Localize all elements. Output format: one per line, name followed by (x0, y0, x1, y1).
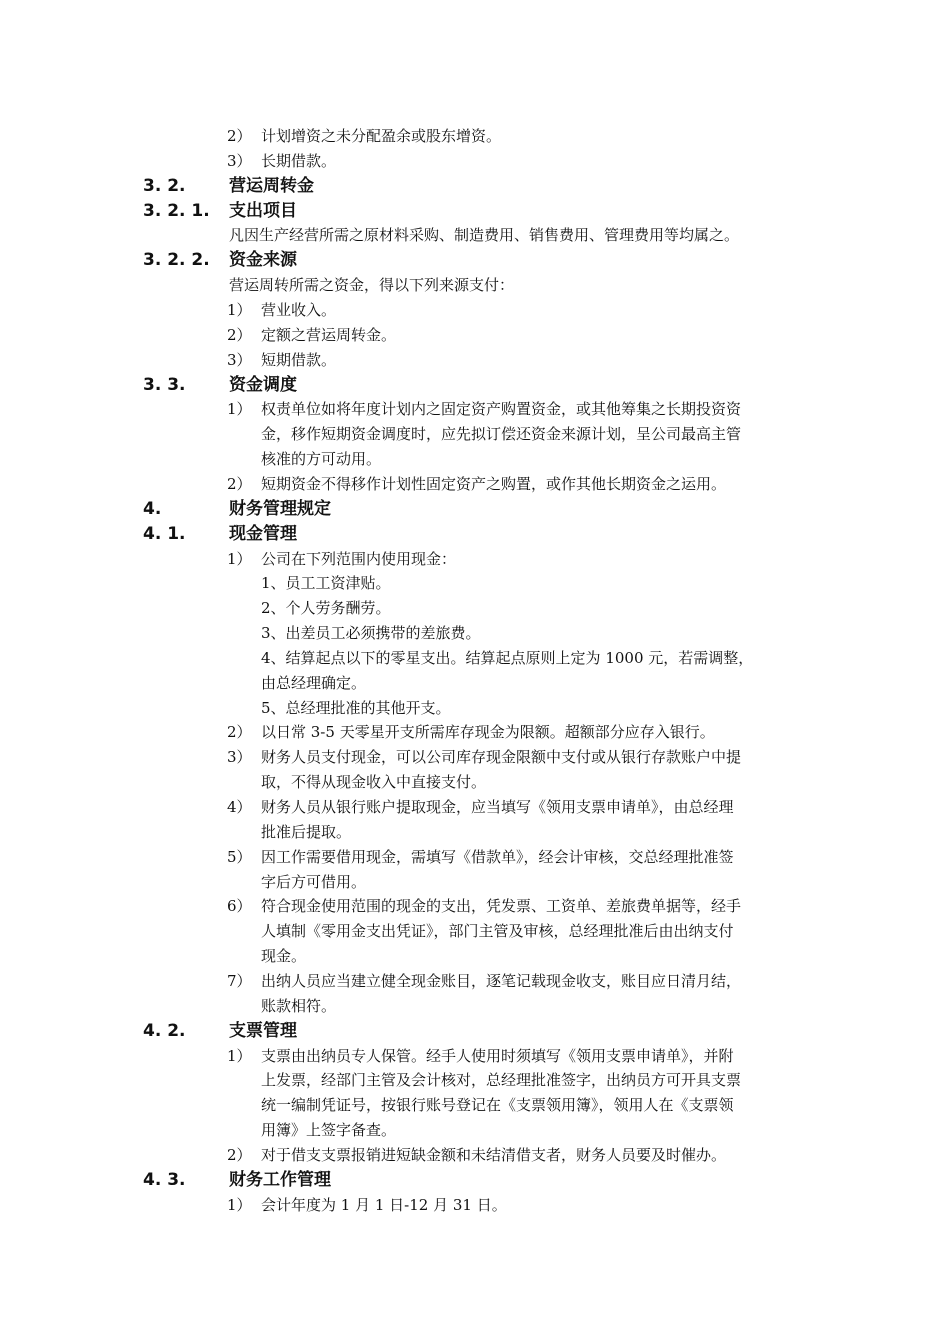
line-text: 短期借款。 (261, 350, 337, 369)
item-number: 2） (227, 1145, 252, 1164)
item-number: 3） (227, 748, 252, 767)
line-text: 公司在下列范围内使用现金： (261, 549, 457, 568)
line-text: 统一编制凭证号，按银行账号登记在《支票领用簿》，领用人在《支票领 (261, 1096, 734, 1115)
item-number: 2） (227, 723, 252, 742)
section-number: 3. 2. (143, 175, 186, 196)
section-title: 营运周转金 (229, 175, 314, 196)
line-text: 金，移作短期资金调度时，应先拟订偿还资金来源计划，呈公司最高主管 (261, 425, 742, 444)
item-number: 3） (227, 151, 252, 170)
line-text: 上发票，经部门主管及会计核对，总经理批准签字，出纳员方可开具支票 (261, 1071, 742, 1090)
line-text: 出纳人员应当建立健全现金账目，逐笔记载现金收支，账目应日清月结， (261, 971, 742, 990)
line-text: 支票由出纳员专人保管。经手人使用时须填写《领用支票申请单》，并附 (261, 1046, 734, 1065)
line-text: 计划增资之未分配盈余或股东增资。 (261, 127, 502, 145)
section-title: 资金调度 (229, 374, 297, 395)
line-text: 核准的方可动用。 (261, 450, 382, 469)
line-text: 权责单位如将年度计划内之固定资产购置资金，或其他筹集之长期投资资 (261, 400, 742, 419)
line-text: 财务人员支付现金，可以公司库存现金限额中支付或从银行存款账户中提 (261, 748, 742, 767)
line-text: 会计年度为 1 月 1 日-12 月 31 日。 (261, 1195, 507, 1214)
line-text: 2、个人劳务酬劳。 (261, 599, 391, 618)
line-text: 用簿》上签字备查。 (261, 1121, 397, 1139)
line-text: 人填制《零用金支出凭证》，部门主管及审核，总经理批准后由出纳支付 (261, 922, 734, 941)
section-number: 4. 1. (143, 523, 186, 544)
section-number: 4. 2. (143, 1020, 186, 1041)
line-text: 3、出差员工必须携带的差旅费。 (261, 624, 481, 642)
line-text: 字后方可借用。 (261, 872, 367, 891)
item-number: 3） (227, 350, 252, 369)
section-title: 支出项目 (229, 200, 297, 221)
line-text: 批准后提取。 (261, 822, 352, 841)
line-text: 凡因生产经营所需之原材料采购、制造费用、销售费用、管理费用等均属之。 (229, 226, 740, 245)
section-number: 4. 3. (143, 1169, 186, 1190)
section-number: 4. (143, 498, 162, 519)
line-text: 1、员工工资津贴。 (261, 574, 391, 593)
section-title: 现金管理 (229, 523, 297, 544)
section-number: 3. 3. (143, 374, 186, 395)
line-text: 营业收入。 (261, 301, 337, 319)
item-number: 6） (227, 897, 252, 916)
section-title: 资金来源 (229, 250, 297, 271)
item-number: 1） (227, 1195, 252, 1214)
line-text: 长期借款。 (261, 151, 337, 170)
item-number: 2） (227, 127, 252, 145)
section-title: 财务管理规定 (229, 498, 331, 519)
line-text: 由总经理确定。 (261, 673, 367, 692)
item-number: 1） (227, 549, 252, 568)
item-number: 1） (227, 301, 252, 319)
line-text: 4、结算起点以下的零星支出。结算起点原则上定为 1000 元，若需调整， (261, 648, 754, 667)
line-text: 现金。 (261, 947, 307, 966)
section-number: 3. 2. 2. (143, 250, 210, 271)
line-text: 因工作需要借用现金，需填写《借款单》，经会计审核，交总经理批准签 (261, 847, 734, 866)
line-text: 账款相符。 (261, 996, 337, 1015)
line-text: 以日常 3-5 天零星开支所需库存现金为限额。超额部分应存入银行。 (261, 723, 715, 742)
item-number: 1） (227, 400, 252, 419)
line-text: 符合现金使用范围的现金的支出，凭发票、工资单、差旅费单据等，经手 (261, 897, 742, 916)
line-text: 5、总经理批准的其他开支。 (261, 698, 451, 717)
section-number: 3. 2. 1. (143, 200, 210, 221)
item-number: 5） (227, 847, 252, 866)
item-number: 2） (227, 474, 252, 493)
section-title: 支票管理 (229, 1020, 297, 1041)
section-title: 财务工作管理 (229, 1169, 331, 1190)
line-text: 财务人员从银行账户提取现金，应当填写《领用支票申请单》，由总经理 (261, 798, 734, 816)
item-number: 2） (227, 325, 252, 344)
item-number: 4） (227, 798, 252, 816)
item-number: 7） (227, 971, 252, 990)
line-text: 对于借支支票报销进短缺金额和未结清借支者，财务人员要及时催办。 (261, 1145, 727, 1164)
line-text: 营运周转所需之资金，得以下列来源支付： (229, 276, 515, 295)
line-text: 取，不得从现金收入中直接支付。 (261, 773, 487, 792)
line-text: 定额之营运周转金。 (261, 325, 397, 344)
item-number: 1） (227, 1046, 252, 1065)
line-text: 短期资金不得移作计划性固定资产之购置，或作其他长期资金之运用。 (261, 474, 727, 493)
